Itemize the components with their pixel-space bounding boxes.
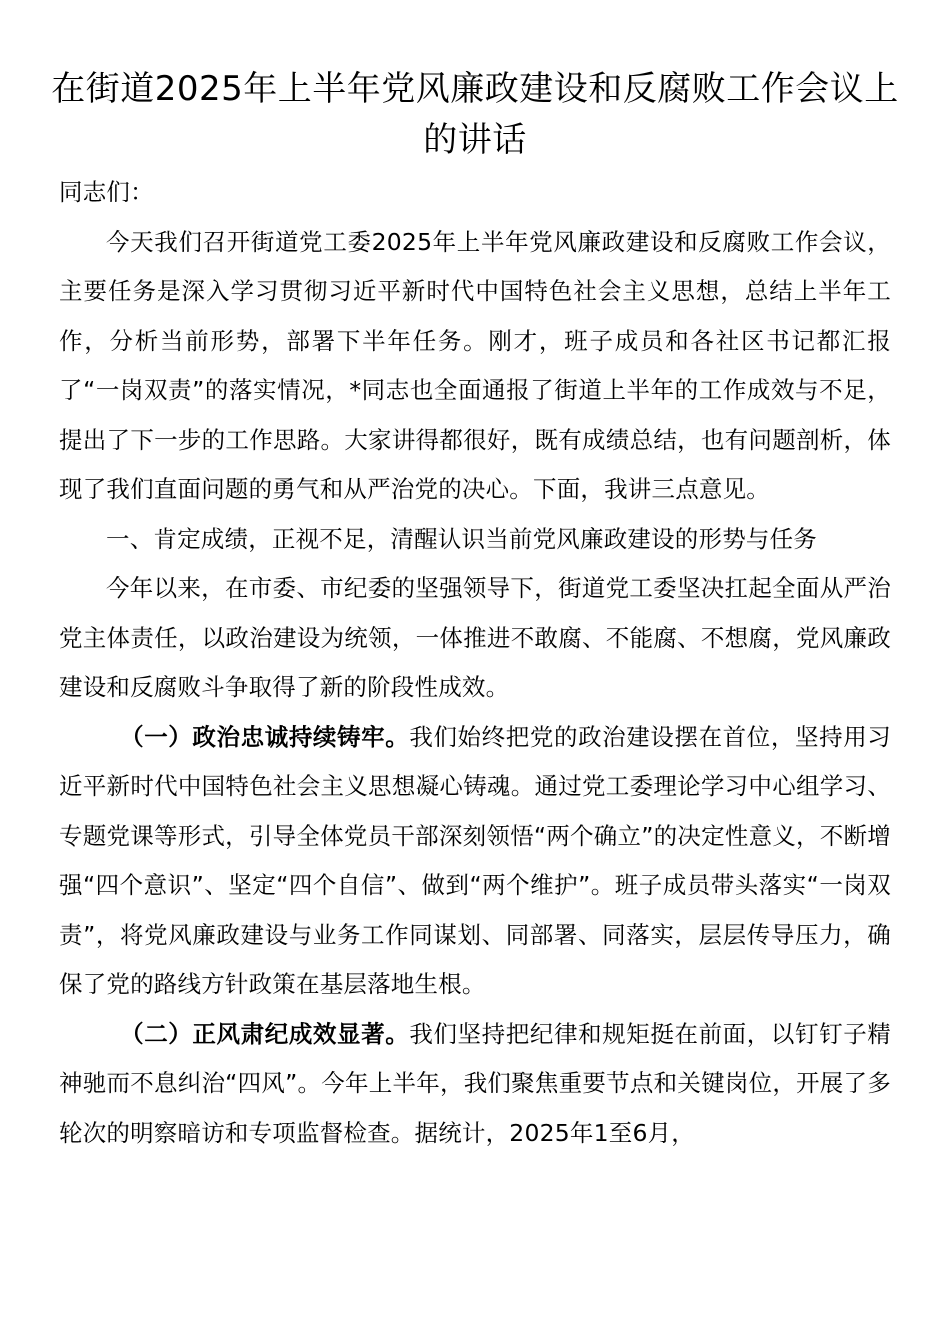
document-body [59, 168, 891, 1158]
document-title: 在街道2025年上半年党风廉政建设和反腐败工作会议上的讲话 [51, 69, 899, 160]
subsection-1-text: 我们始终把党的政治建设摆在首位，坚持用习近平新时代中国特色社会主义思想凝心铸魂。通过党工委理论学习中心组学习、专题党课等形式，引导全体党员干部深刻领悟“两个确立”的决定性意义，不断增强“四个意识”、坚定“四个自信”、做到“两个维护”。班子成员带头落实“一岗双责”，将党风廉政建设与业务工作同谋划、同部署、同落实，层层传导压力，确保了党的路线方针政策在基层落地生根。 [59, 722, 892, 998]
subsection-2-paragraph [59, 1010, 891, 1159]
subsection-1-label: （一）政治忠诚持续铸牢。 [120, 722, 410, 751]
section-1-heading: 一、肯定成绩，正视不足，清醒认识当前党风廉政建设的形势与任务 [106, 524, 817, 553]
section-1-paragraph: 今年以来，在市委、市纪委的坚强领导下，街道党工委坚决扛起全面从严治党主体责任，以政治建设为统领，一体推进不敢腐、不能腐、不想腐，党风廉政建设和反腐败斗争取得了新的阶段性成效。 [59, 574, 891, 701]
subsection-2-label: （二）正风肃纪成效显著。 [120, 1019, 410, 1048]
subsection-2-text: 我们坚持把纪律和规矩挺在前面，以钉钉子精神驰而不息纠治“四风”。今年上半年，我们聚焦重要节点和关键岗位，开展了多轮次的明察暗访和专项监督检查。据统计，2025年1至6月， [59, 1019, 892, 1147]
subsection-1-paragraph [59, 713, 891, 1010]
salutation: 同志们： [59, 178, 154, 206]
intro-paragraph: 今天我们召开街道党工委2025年上半年党风廉政建设和反腐败工作会议，主要任务是深入学习贯彻习近平新时代中国特色社会主义思想，总结上半年工作，分析当前形势，部署下半年任务。刚才，班子成员和各社区书记都汇报了“一岗双责”的落实情况，*同志也全面通报了街道上半年的工作成效与不足，提出了下一步的工作思路。大家讲得都很好，既有成绩总结，也有问题剖析，体现了我们直面问题的勇气和从严治党的决心。下面，我讲三点意见。 [59, 227, 891, 503]
